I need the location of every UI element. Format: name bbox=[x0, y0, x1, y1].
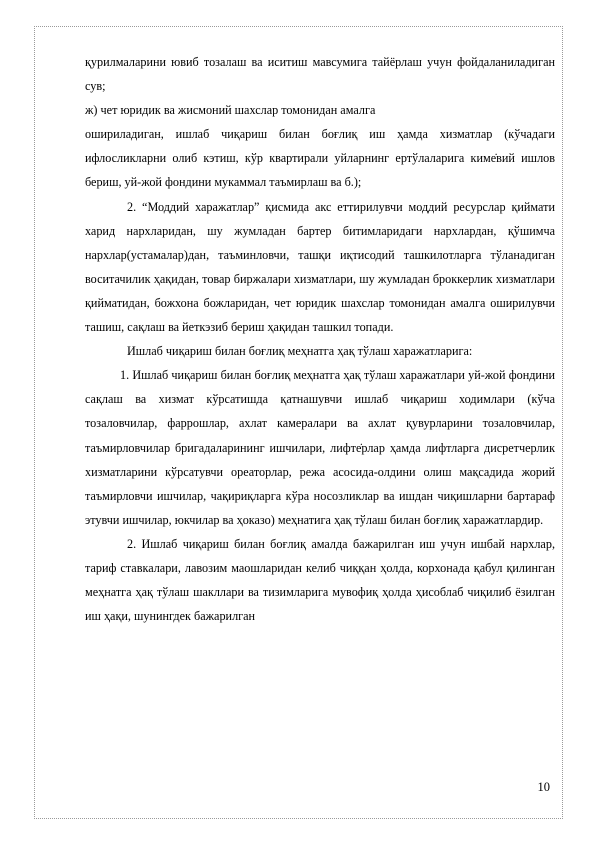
paragraph-1: қурилмаларини ювиб тозалаш ва иситиш мавсумига тайёрлаш учун фойдаланиладиган сув; bbox=[85, 55, 555, 94]
paragraph-3: ошириладиган, ишлаб чиқариш билан боғлиқ иш ҳамда хизматлар (кўчадаги ифлосликларни олиб кэтиш, кўр квартирали уйларнинг ертўлаларига киме̇вий ишлов бериш, уй-жой фондини мукаммал таъмирлаш ва б.); bbox=[85, 127, 555, 190]
page-number: 10 bbox=[537, 780, 550, 794]
document-body bbox=[85, 50, 555, 628]
paragraph-6: 1. Ишлаб чиқариш билан боғлиқ меҳнатга ҳақ тўлаш харажатлари уй-жой фондини сақлаш ва хизмат кўрсатишда қатнашувчи ишлаб чиқариш ходимлари (кўча тозаловчилар, фаррошлар, ахлат камералари ва ахлат қувурларини тозаловчилар, таъмирловчилар бригадаларининг ишчилари, лифте̇рлар ҳамда лифтларга дисретчерлик хизматларини кўрсатувчи ореаторлар, режа асосида-олдини олиш мақсадида жорий таъмирловчи ишчилар, чақириқларга кўра носозликлар ва ишдан чиқишларни бартараф этувчи ишчилар, юкчилар ва ҳоказо) меҳнатига ҳақ тўлаш билан боғлиқ харажатлардир. bbox=[85, 368, 555, 527]
paragraph-2: ж) чет юридик ва жисмоний шахслар томонидан амалга bbox=[85, 103, 376, 118]
paragraph-5: Ишлаб чиқариш билан боғлиқ меҳнатга ҳақ тўлаш харажатларига: bbox=[127, 344, 473, 359]
paragraph-4: 2. “Моддий харажатлар” қисмида акс еттирилувчи моддий ресурслар қиймати харид нархларидан, шу жумладан бартер битимларидаги нархлардан, қўшимча нархлар(устамалар)дан, таъминловчи, ташқи иқтисодий ташкилотларга тўланадиган воситачилик ҳақидан, товар биржалари хизматлари, шу жумладан броккерлик хизматлари қийматидан, божхона божларидан, чет юридик шахслар томонидан амалга оширилувчи ташиш, сақлаш ва йеткэзиб бериш ҳақидан ташкил топади. bbox=[85, 199, 555, 335]
paragraph-7: 2. Ишлаб чиқариш билан боғлиқ амалда бажарилган иш учун ишбай нархлар, тариф ставкалари, лавозим маошларидан келиб чиққан ҳолда, корхонада қабул қилинган меҳнатга ҳақ тўлаш шакллари ва тизимларига мувофиқ ҳолда ҳисоблаб чиқилиб ёзилган иш ҳақи, шунингдек бажарилган bbox=[85, 536, 555, 624]
